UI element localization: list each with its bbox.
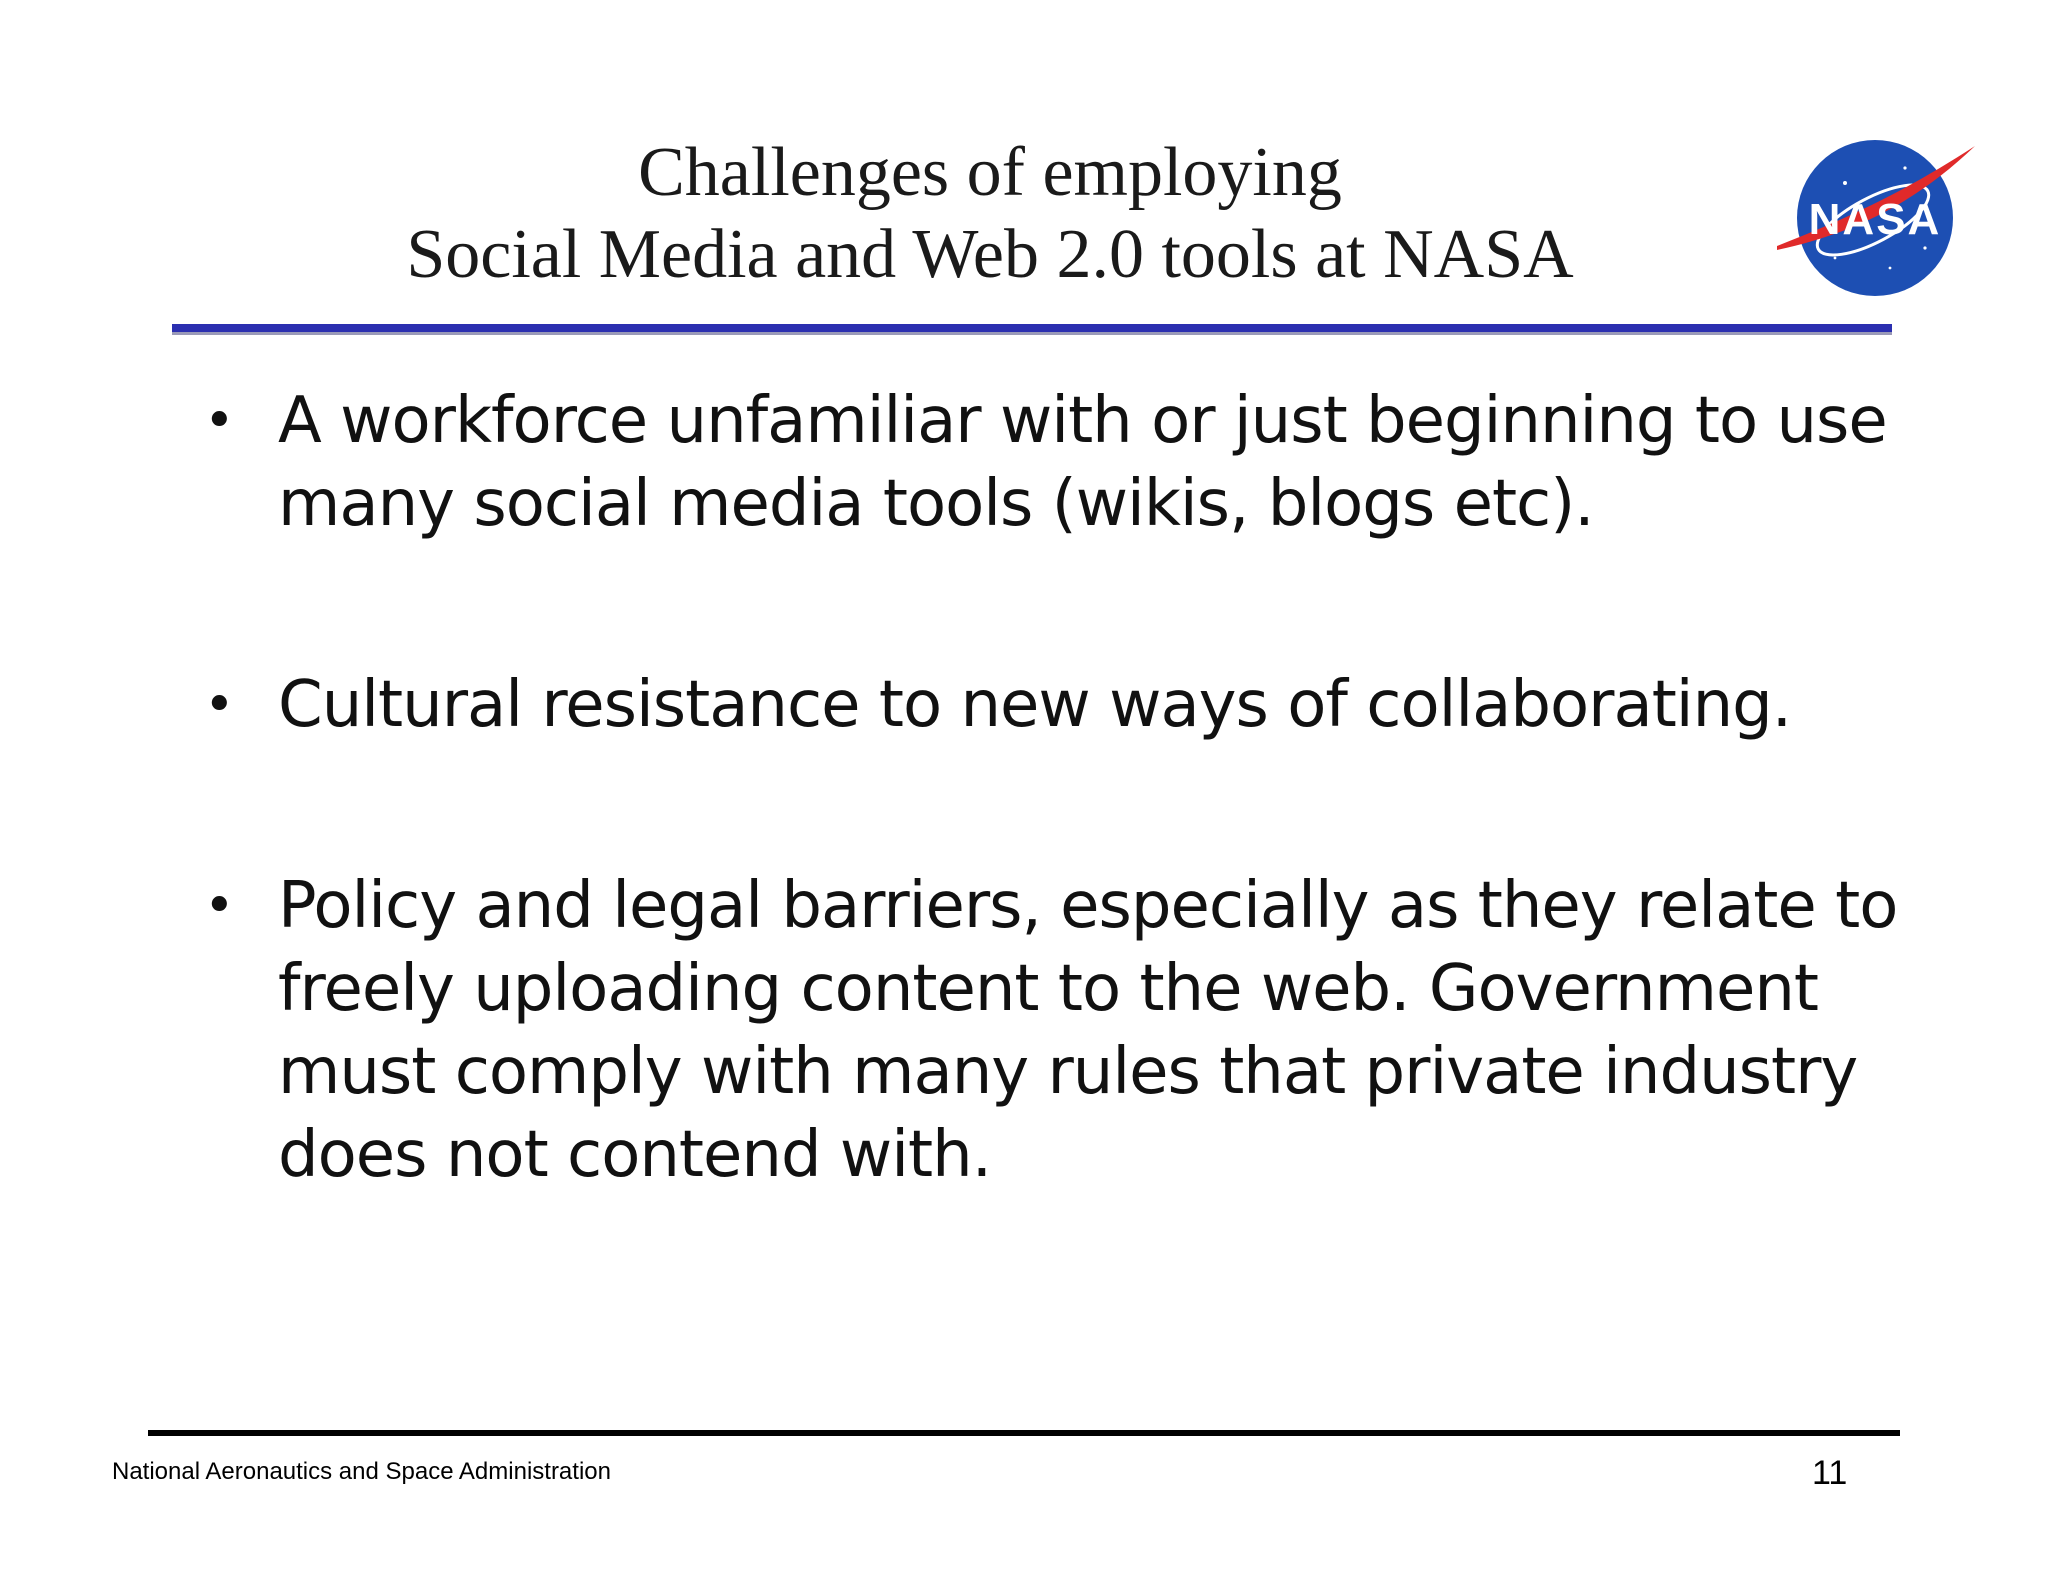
bullet-dot: • — [204, 876, 234, 936]
bullet-item — [196, 664, 1916, 747]
footer-organization: National Aeronautics and Space Administration — [112, 1458, 611, 1485]
nasa-meatball-logo-icon — [1775, 128, 1985, 306]
title-line-1: Challenges of employing — [638, 134, 1342, 211]
title-line-2: Social Media and Web 2.0 tools at NASA — [406, 216, 1574, 293]
title-divider — [172, 324, 1892, 335]
bullet-item — [196, 380, 1916, 546]
bullet-text: Cultural resistance to new ways of collaborating. — [278, 668, 1792, 742]
bullet-dot: • — [204, 675, 234, 735]
bullet-text: A workforce unfamiliar with or just beginning to use many social media tools (wikis, blogs etc). — [278, 384, 1887, 541]
footer-divider — [148, 1430, 1900, 1436]
bullet-text: Policy and legal barriers, especially as they relate to freely uploading content to the web. Government must comply with many rules that private industry does not contend with. — [278, 869, 1898, 1192]
bullet-dot: • — [204, 391, 234, 451]
slide-title — [300, 132, 1680, 296]
bullet-list — [196, 380, 1916, 1197]
logo-text: NASA — [1808, 195, 1942, 244]
bullet-item — [196, 865, 1916, 1197]
page-number: 11 — [1812, 1454, 1848, 1492]
